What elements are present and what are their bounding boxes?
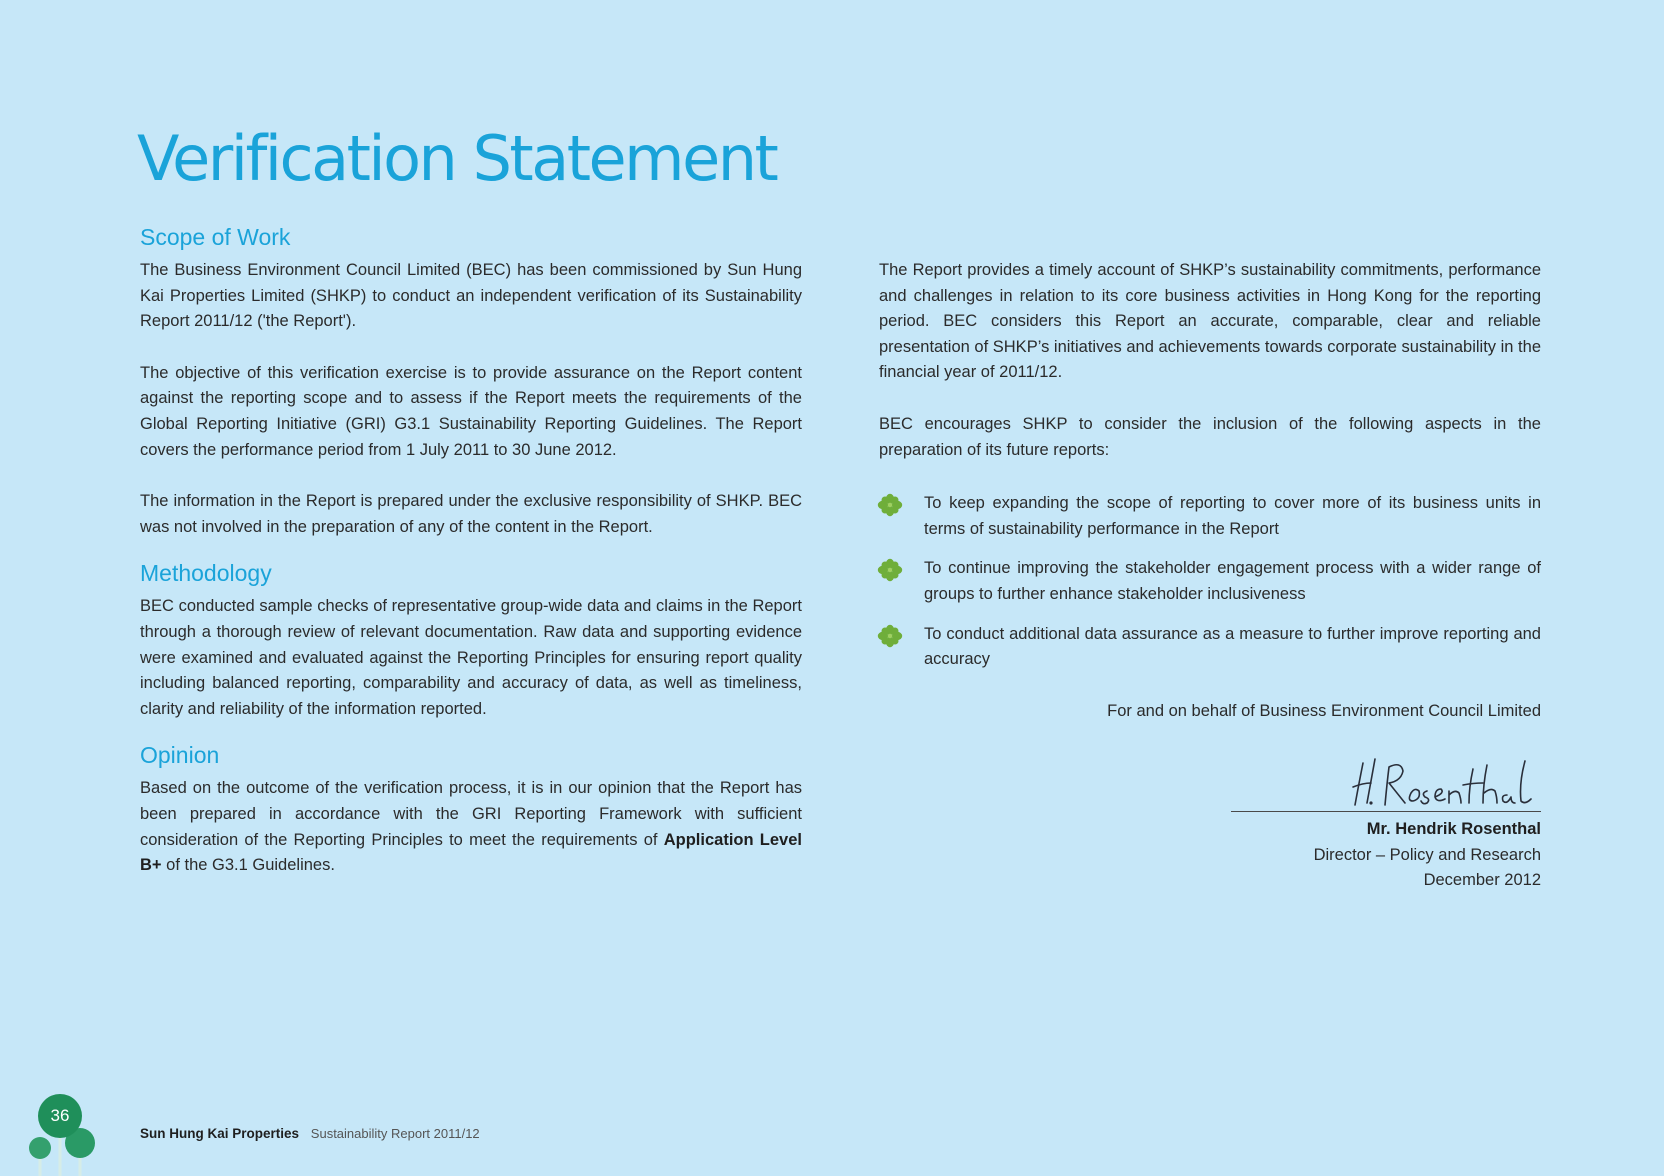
list-item (879, 491, 1541, 542)
application-level: Application Level B+ (140, 830, 802, 875)
bullet-text: To keep expanding the scope of reporting to cover more of its business units in terms of sustainability performance in the Report (924, 494, 1541, 538)
bullet-text: To continue improving the stakeholder engagement process with a wider range of groups to further enhance stakeholder inclusiveness (924, 559, 1541, 603)
scope-paragraph-1: The Business Environment Council Limited (BEC) has been commissioned by Sun Hung Kai Properties Limited (SHKP) to conduct an independent verification of its Sustainability Report 2011/12 ('the Report'). (140, 261, 802, 331)
clover-bullet-icon (876, 558, 904, 582)
bullet-text: To conduct additional data assurance as a measure to further improve reporting and accuracy (924, 624, 1541, 669)
recommendation-intro: BEC encourages SHKP to consider the inclusion of the following aspects in the preparation of its future reports: (879, 414, 1541, 459)
handwritten-signature (1341, 753, 1541, 811)
clover-bullet-icon (876, 624, 904, 648)
recommendation-list (879, 491, 1541, 673)
signer-title: Director – Policy and Research (1313, 845, 1541, 864)
signature-block (1231, 753, 1541, 894)
methodology-paragraph: BEC conducted sample checks of representative group-wide data and claims in the Report through a thorough review of relevant documentation. Raw data and supporting evidence were examined and evaluated against the Reporting Principles for ensuring report quality including balanced reporting, comparability and accuracy of data, as well as timeliness, clarity and reliability of the information reported. (140, 597, 802, 718)
list-item (879, 556, 1541, 607)
scope-paragraph-2: The objective of this verification exercise is to provide assurance on the Report content against the reporting scope and to assess if the Report meets the requirements of the Global Reporting Initiative (GRI) G3.1 Sustainability Reporting Guidelines. The Report covers the performance period from 1 July 2011 to 30 June 2012. (140, 363, 802, 459)
scope-paragraph-3: The information in the Report is prepared under the exclusive responsibility of SHKP. BEC was not involved in the preparation of any of the content in the Report. (140, 492, 802, 536)
tree-badge-icon (0, 1090, 110, 1176)
signature-line (1231, 811, 1541, 812)
right-column (879, 258, 1541, 898)
footer-report: Sustainability Report 2011/12 (310, 1126, 480, 1141)
opinion-text-end: of the G3.1 Guidelines. (161, 856, 335, 875)
signature-date: December 2012 (1423, 871, 1541, 890)
clover-bullet-icon (876, 493, 904, 517)
signer-name: Mr. Hendrik Rosenthal (1366, 820, 1541, 838)
scope-heading: Scope of Work (140, 224, 291, 250)
list-item (879, 622, 1541, 673)
opinion-paragraph (140, 776, 802, 878)
signoff-line: For and on behalf of Business Environment Council Limited (1107, 701, 1541, 720)
methodology-heading: Methodology (140, 560, 272, 587)
summary-paragraph: The Report provides a timely account of SHKP’s sustainability commitments, performance and challenges in relation to its core business activities in Hong Kong for the reporting period. BEC considers this Report an accurate, comparable, clear and reliable presentation of SHKP’s initiatives and achievements towards corporate sustainability in the financial year of 2011/12. (879, 261, 1541, 382)
left-column (140, 222, 802, 905)
page-number: 36 (50, 1106, 70, 1125)
opinion-text-start: Based on the outcome of the verification process, it is in our opinion that the Report has been prepared in accordance with the GRI Reporting Framework with sufficient consideration of the Reporting Principles to meet the requirements of (140, 779, 802, 849)
page-title: Verification Statement (137, 122, 777, 195)
footer-company: Sun Hung Kai Properties (140, 1126, 300, 1141)
opinion-heading: Opinion (140, 742, 220, 769)
footer (140, 1126, 480, 1141)
